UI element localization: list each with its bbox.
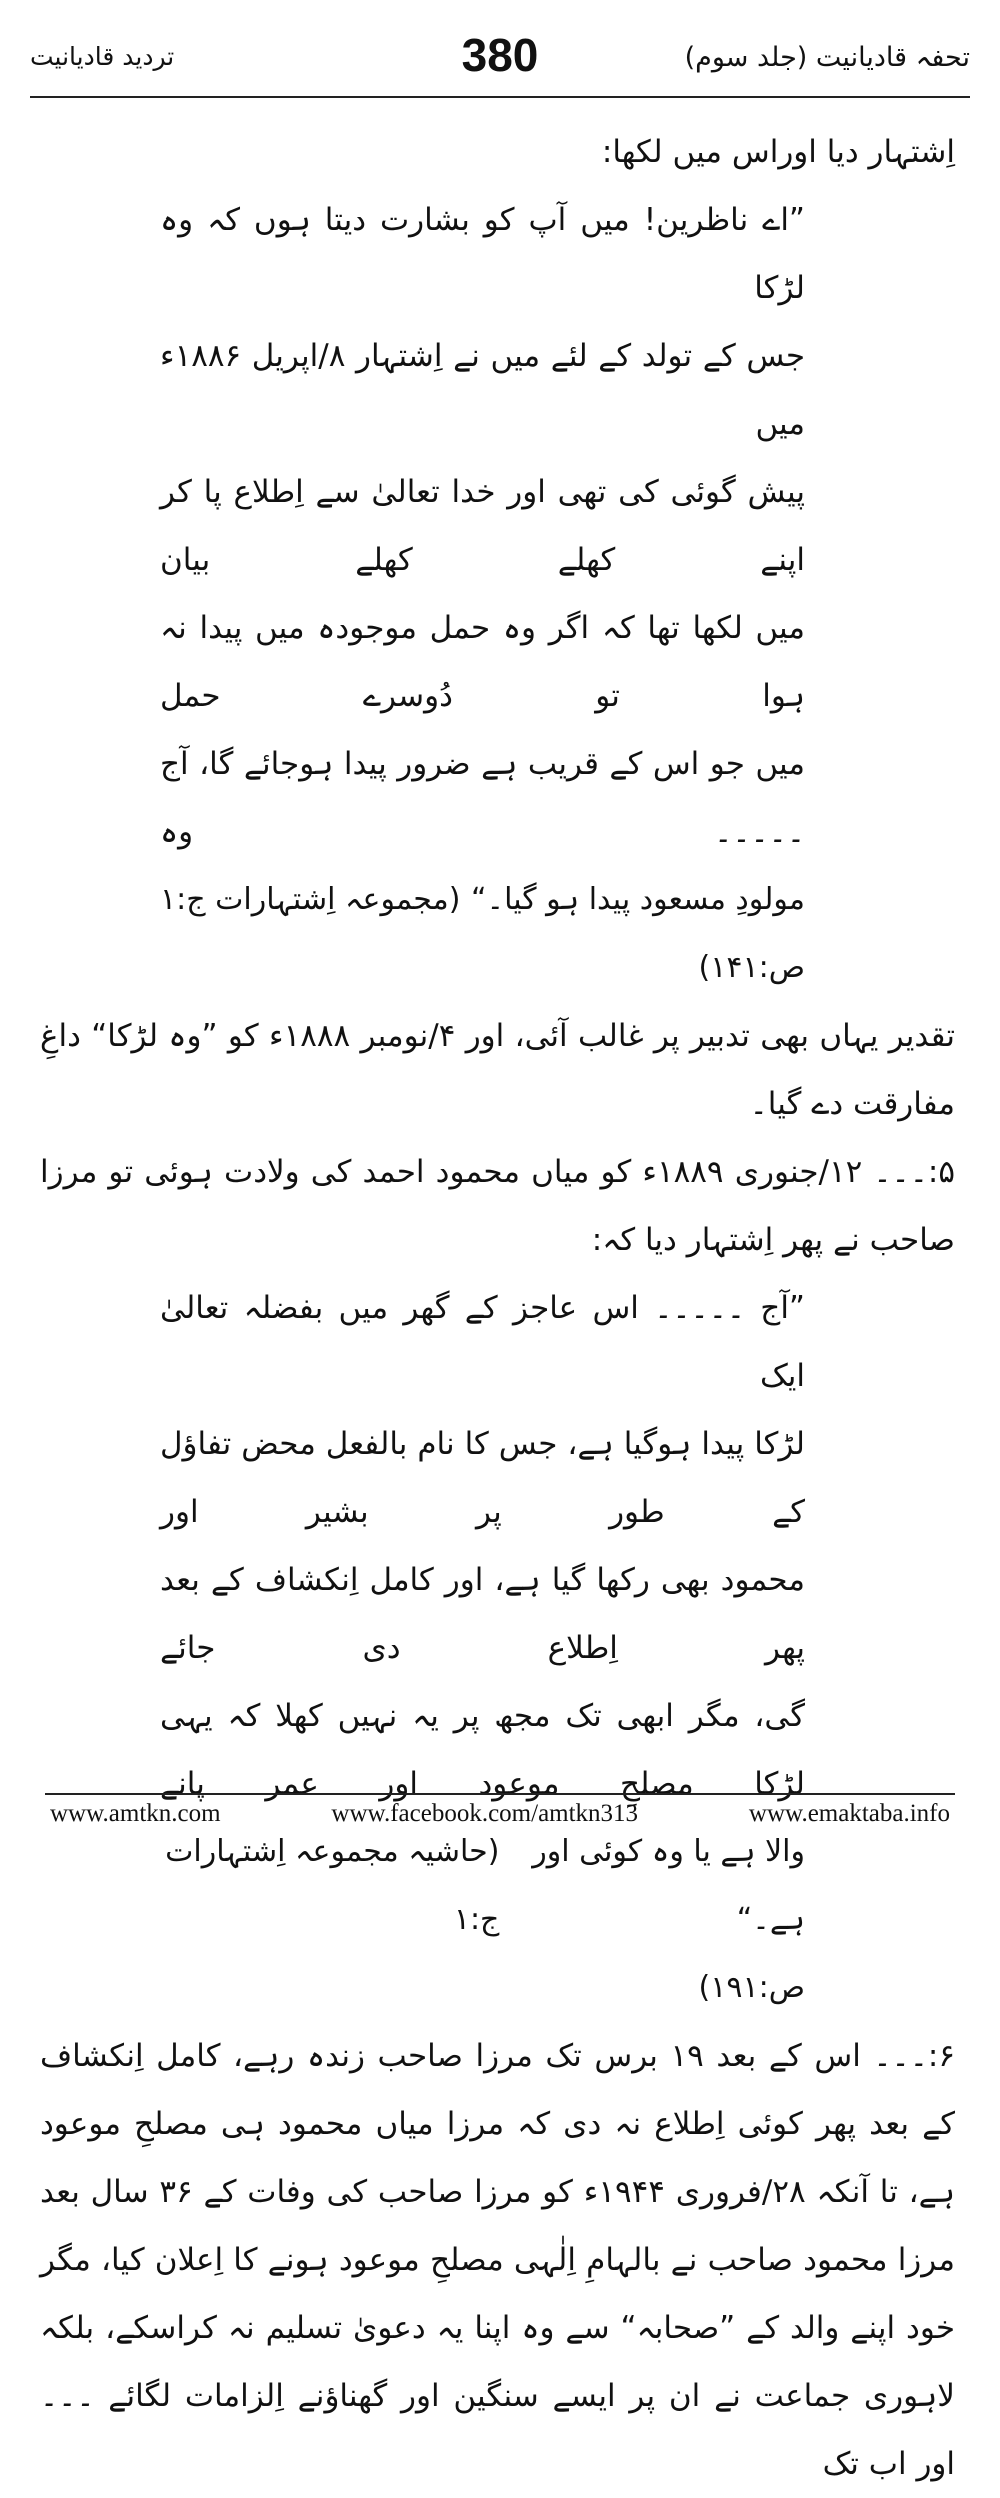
citation: (مجموعہ اِشتہارات ج:۱ [160,882,461,917]
section-title: تردید قادیانیت [30,42,175,71]
intro-line: اِشتہار دیا اوراس میں لکھا: [601,134,955,170]
quote-block-2 [160,1274,805,2022]
footer-divider [45,1793,955,1795]
page-header [30,28,970,88]
quote-line: گی، مگر ابھی تک مجھ پر یہ نہیں کھلا کہ یہی لڑکا مصلحِ موعود اور عمر پانے [160,1698,805,1802]
quote-last-text: والا ہے یا وہ کوئی اور ہے۔“ [532,1834,805,1937]
quote-line: پیش گوئی کی تھی اور خدا تعالیٰ سے اِطلاع پا کر اپنے کھلے کھلے بیان [160,474,805,578]
citation-tail: ص:۱۹۱) [698,1970,805,2005]
quote-closing-line [160,866,805,934]
footer-link-facebook[interactable]: www.facebook.com/amtkn313 [331,1800,639,1827]
quote-line: میں جو اس کے قریب ہے ضرور پیدا ہوجائے گا، آج ۔۔۔۔۔ وہ [160,746,805,850]
quote-line: محمود بھی رکھا گیا ہے، اور کامل اِنکشاف کے بعد پھر اِطلاع دی جائے [160,1562,805,1666]
quote-line: ”آج ۔۔۔۔۔ اس عاجز کے گھر میں بفضلہ تعالیٰ ایک [160,1290,805,1394]
quote-line: جس کے تولد کے لئے میں نے اِشتہار ۸/اپریل ۱۸۸۶ء میں [160,338,805,442]
paragraph-6: ۶:۔۔۔ اس کے بعد ۱۹ برس تک مرزا صاحب زندہ رہے، کامل اِنکشاف کے بعد پھر کوئی اِطلاع نہ دی کہ مرزا میاں محمود ہی مصلحِ موعود ہے، تا آنکہ ۲۸/فروری ۱۹۴۴ء کو مرزا صاحب کی وفات کے ۳۶ سال بعد مرزا محمود صاحب نے بالہامِ اِلٰہی مصلحِ موعود ہونے کا اِعلان کیا، مگر خود اپنے والد کے ”صحابہ“ سے وہ اپنا یہ دعویٰ تسلیم نہ کراسکے، بلکہ لاہوری جماعت نے ان پر ایسے سنگین اور گھناؤنے اِلزامات لگائے ۔۔۔ اور اب تک [40,2038,955,2482]
page-body [40,118,955,2498]
quote-closing-line [160,1818,805,1954]
quote-last-text: مولودِ مسعود پیدا ہو گیا۔“ [470,882,805,917]
citation: (حاشیہ مجموعہ اِشتہارات ج:۱ [165,1834,500,1937]
paragraph-fate: تقدیر یہاں بھی تدبیر پر غالب آئی، اور ۴/نومبر ۱۸۸۸ء کو ”وہ لڑکا“ داغِ مفارقت دے گیا۔ [40,1018,955,1122]
footer-link-emaktaba[interactable]: www.emaktaba.info [748,1800,950,1827]
page-footer [50,1800,950,1834]
header-divider [30,96,970,98]
quote-line: ”اے ناظرین! میں آپ کو بشارت دیتا ہوں کہ وہ لڑکا [160,202,805,306]
book-title: تحفہ قادیانیت (جلد سوم) [684,42,970,73]
quote-line: لڑکا پیدا ہوگیا ہے، جس کا نام بالفعل محض تفاؤل کے طور پر بشیر اور [160,1426,805,1530]
footer-link-amtkn[interactable]: www.amtkn.com [50,1800,221,1827]
paragraph-5: ۵:۔۔۔ ۱۲/جنوری ۱۸۸۹ء کو میاں محمود احمد کی ولادت ہوئی تو مرزا صاحب نے پھر اِشتہار دیا کہ: [40,1154,955,1258]
page-number: 380 [461,29,539,81]
citation-tail: ص:۱۴۱) [698,950,805,985]
quote-line: میں لکھا تھا کہ اگر وہ حمل موجودہ میں پیدا نہ ہوا تو دُوسرے حمل [160,610,805,714]
quote-block-1 [160,186,805,1002]
